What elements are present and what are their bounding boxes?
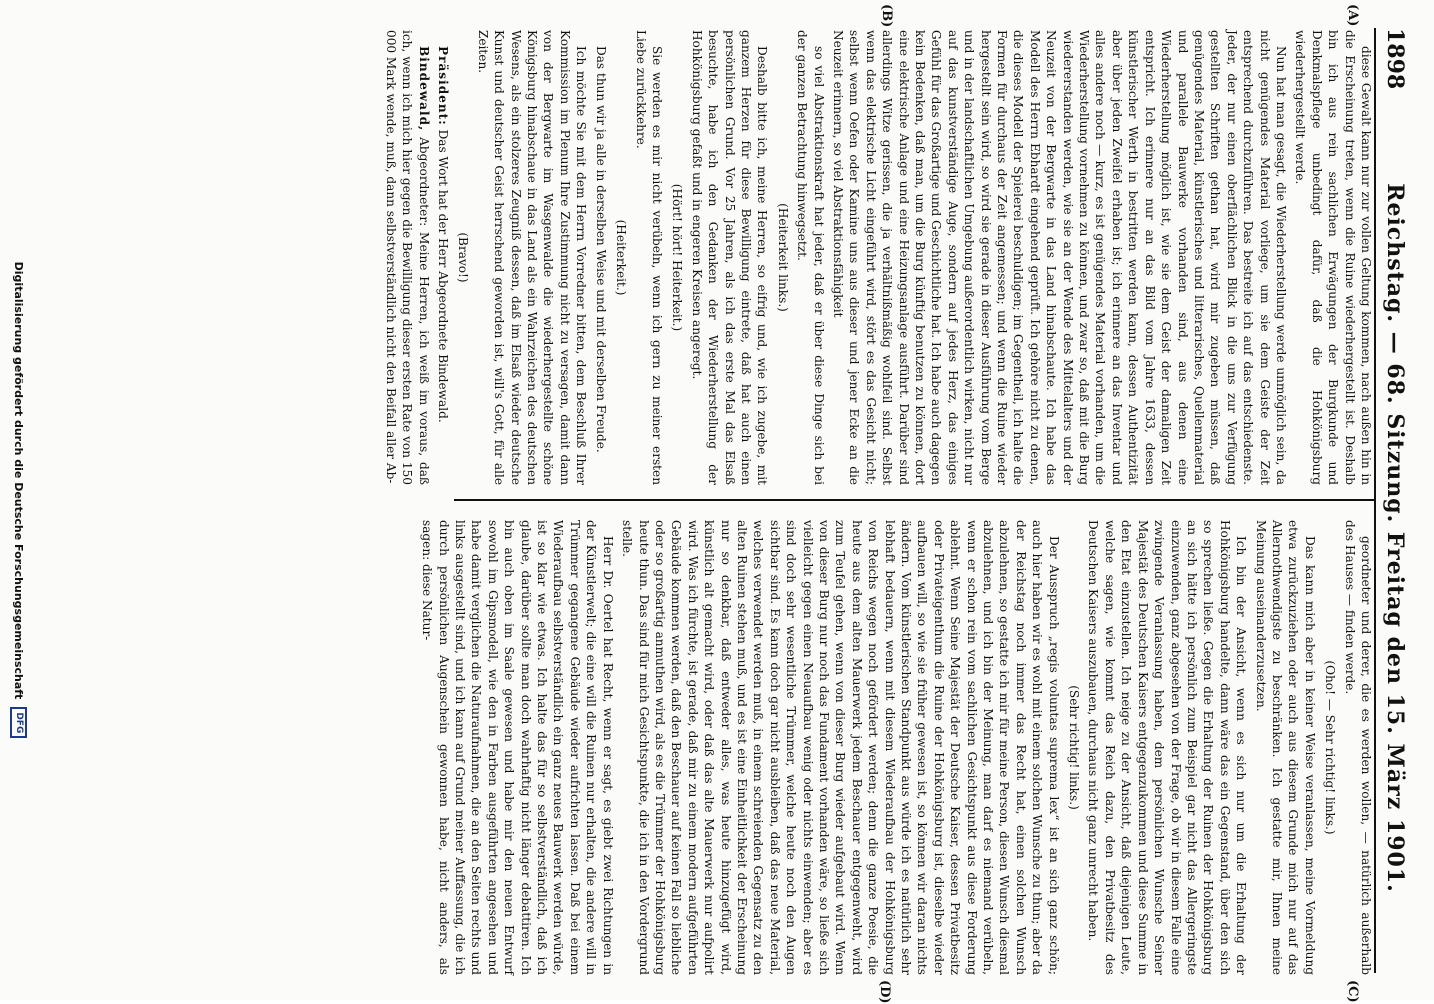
- speaker-bindewald: Bindewald,: [416, 46, 431, 132]
- dfg-logo-icon: DFG: [11, 707, 28, 738]
- margin-marker-a: (A): [1345, 4, 1360, 27]
- speaker-president: Präsident:: [436, 46, 451, 126]
- paragraph: Ich möchte Sie mit dem Herrn Vorredner bitten, dem Beschluß Ihrer Kommission im Plenum Ihre Zustimmung nicht zu versagen, damit dann von der Bergwarte im Wasgenwalde die wiederhergestellte schöne Königsburg hinabschaue in das Land als ein Wahrzeichen des deutschen Wesens, als ein stolzeres Zeugniß dessen, daß im Elsaß wieder deutsche Kunst und deutscher Geist herrschend geworden ist, will's Gott, für alle Zeiten.: [475, 30, 589, 485]
- running-title: Reichstag. — 68. Sitzung. Freitag den 15. März 1901.: [1382, 183, 1408, 893]
- paragraph: Herr Dr. Oertel hat Recht, wenn er sagt, es giebt zwei Richtungen in der Künstlerwelt; die eine will die Ruinen nur erhalten, die andere will in Trümmer gegangene Gebäude wieder aufrichten lassen. Daß bei einem Wiederaufbau selbstverständlich ein ganz neues Bauwerk werden würde, ist so klar wie etwas. Ich halte das für so selbstverständlich, daß ich glaube, darüber sollte man doch wahrhaftig nicht länger debattiren. Ich bin auch oben im Saale gewesen und habe mir den neuen Entwurf sowohl im Gipsmodell, wie den in Farben ausgeführten angesehen und habe damit verglichen die Naturaufnahmen, die an den Seiten rechts und links ausgestellt sind, und ich kann auf Grund meiner Auffassung, die ich durch persönlichen Augenschein gewonnen habe, nicht anders, als sagen: diese Natur-: [420, 520, 615, 975]
- interjection: (Heiterkeit links.): [775, 203, 790, 312]
- paragraph: Sie werden es mir nicht verübeln, wenn ich gern zu meiner ersten Liebe zurückkehre.: [633, 30, 664, 485]
- left-column: [383, 30, 1374, 485]
- paragraph: diese Gewalt kann nur zur vollen Geltung kommen, nach außen hin in die Erscheinung treten, wenn die Ruine wiederhergestellt ist. Deshalb bin ich aus rein sachlichen Erwägungen der Burgkunde und Denkmalspflege unbedingt dafür, daß die Hohkönigsburg wiederhergestellt werde.: [1293, 30, 1373, 485]
- interjection: (Hört! hört! Heiterkeit.): [670, 183, 685, 332]
- paragraph: Das kann mich aber in keiner Weise veranlassen, meine Vormeldung etwa zurückzuziehen oder auch aus diesem Grunde mich nur auf das Allernothwendigste zu beschränken. Ich gestatte mir, Ihnen meine Meinung auseinanderzusetzen.: [1253, 520, 1317, 975]
- column-rule: [454, 499, 1374, 501]
- header-rule: [1374, 28, 1376, 973]
- page-number: 1898: [1382, 28, 1408, 90]
- paragraph-text: Abgeordneter: Meine Herren, ich weiß im voraus, daß ich, wenn ich mich hier gegen die Bewilligung dieser ersten Rate von 150 000 Mark wende, muß, dann selbstverständlich nicht den Beifall aller Ab-: [383, 30, 431, 485]
- margin-marker-d: (D): [877, 980, 892, 1004]
- paragraph: Deshalb bitte ich, meine Herren, so eifrig und, wie ich zugebe, mit ganzem Herzen für diese Bewilligung eintrete, daß hat auch einen persönlichen Grund. Vor 25 Jahren, als ich das erste Mal das Elsaß besuchte, habe ich den Gedanken der Wiederherstellung der Hohkönigsburg gefaßt und in engeren Kreisen angeregt.: [689, 30, 770, 485]
- margin-marker-c: (C): [1345, 980, 1360, 1003]
- president-paragraph: [435, 30, 451, 485]
- right-column: [420, 520, 1374, 975]
- digitization-credit: [8, 0, 30, 1000]
- paragraph-text: Das Wort hat der Herr Abgeordnete Bindewald.: [436, 129, 451, 423]
- interjection: (Oho! — Sehr richtig! links.): [1323, 660, 1338, 835]
- paragraph: geordneter und derer, die es werden wollen, — natürlich außerhalb des Hauses — finden werde.: [1342, 520, 1373, 975]
- paragraph: so viel Abstraktionskraft hat jeder, daß er über diese Dinge sich bei der ganzen Betrachtung hinwegsetzt.: [795, 30, 826, 485]
- running-header: [1382, 28, 1422, 968]
- paragraph: Ich bin der Ansicht, wenn es sich nur um die Erhaltung der Hohkönigsburg handelte, dann wäre das ein Gegenstand, über den sich so sprechen ließe. Gegen die Erhaltung der Ruinen der Hohkönigsburg an sich hätte ich persönlich zum Beispiel gar nicht das Allergeringste einzuwenden, ganz abgesehen von der Frage, ob wir in diesem Falle eine zwingende Veranlassung haben, dem persönlichen Wunsche Seiner Majestät des Deutschen Kaisers entgegenzukommen und diese Summe in den Etat einzustellen. Ich neige zu der Ansicht, daß diejenigen Leute, welche sagen, wie kommt das Reich dazu, den Privatbesitz des Deutschen Kaisers auszubauen, durchaus nicht ganz unrecht haben.: [1086, 520, 1249, 975]
- interjection: (Sehr richtig! links.): [1067, 685, 1082, 810]
- bindewald-paragraph: [382, 30, 431, 485]
- paragraph: Nun hat man gesagt, die Wiederherstellung werde unmöglich sein, da nicht genügendes Material vorliege, um sie dem Geiste der Zeit entsprechend durchzuführen. Das bestreite ich auf das entschiedenste. Jeder, der nur einen oberflächlichen Blick in die uns zur Verfügung gestellten Schriften gethan hat, wird mir zugeben müssen, daß genügendes Material, künstlerisches und litterarisches, Quellenmaterial und parallele Bauwerke vorhanden sind, aus denen eine Wiederherstellung möglich ist, wie sie dem Geist der damaligen Zeit entspricht. Ich erinnere nur an das Bild vom Jahre 1633, dessen künstlerischer Werth in bestritten werden kann, dessen Authentizität aber über jeden Zweifel erhaben ist; ich erinnere an das Inventar und alles andere noch — kurz, es ist genügendes Material vorhanden, um die Wiederherstellung vornehmen zu können, und zwar so, daß mit die Burg wiedererstanden werden, wie sie an der Wende des Mittelalters und der Neuzeit von der Bergwarte in das Land hinabschaute. Ich habe das Modell des Herrn Ebhardt eingehend geprüft. Ich gehöre nicht zu denen, die dieses Modell der Spielerei beschuldigen; im Gegentheil, ich halte die Formen für durchaus der Zeit angemessen; und wenn die Ruine wieder hergestellt sein wird, so wird sie gerade in dieser Ausführung vom Berge und in der landschaftlichen Umgebung außerordentlich wirken, nicht nur auf das kunstverständige Auge, sondern auf jedes Herz, das einiges Gefühl für das Großartige und Geschichtliche hat. Ich habe auch dagegen kein Bedenken, daß man, um die Burg künftig benutzen zu können, dort eine elektrische Anlage und eine Heizungsanlage ausführt. Darüber sind allerdings Witze gerissen, die ja verhältnißmäßig wohlfeil sind. Selbst wenn das elektrische Licht eingeführt wird, stört es das Gesicht nicht; selbst wenn Oefen oder Kamine uns aus dieser und jener Ecke an die Neuzeit erinnern, so viel Abstraktionsfähigkeit: [831, 30, 1288, 485]
- paragraph: Der Ausspruch „regis voluntas suprema lex“ ist an sich ganz schön; auch hier haben wir es wohl mit einem solchen Wunsche zu thun; aber da der Reichstag noch immer das Recht hat, einen solchen Wunsch abzulehnen, so gestatte ich mir für meine Person, diesen Wunsch diesmal abzulehnen, und ich bin der Meinung, man darf es niemand verübeln, wenn er schon rein vom sachlichen Gesichtspunkt aus diese Forderung ablehnt. Wenn Seine Majestät der Deutsche Kaiser, dessen Privatbesitz oder Privateigenthum die Ruine der Hohkönigsburg ist, dieselbe wieder aufbauen will, so wie sie früher gewesen ist, so können wir daran nichts ändern. Vom künstlerischen Standpunkt aus würde ich es natürlich sehr lebhaft bedauern, wenn mit diesem Wiederaufbau der Hohkönigsburg von Reichs wegen noch gefördert werden; denn die ganze Poesie, die heute aus dem alten Mauerwerk jedem Beschauer entgegenweht, wird zum Teufel gehen, wenn von dieser Burg wieder aufgebaut wird. Wenn von dieser Burg nur noch das Fundament vorhanden wäre, so ließe sich vielleicht gegen einen Neuaufbau wenig oder nichts einwenden; aber es sind doch sehr wesentliche Trümmer, welche heute noch den Augen sichtbar sind. Es kann doch gar nicht ausbleiben, daß das neue Material, welches verwendet werden muß, in einem schreienden Gegensatz zu den alten Ruinen stehen muß, und es ist eine Einheitlichkeit der Erscheinung nur so denkbar, daß entweder alles, was heute hinzugefügt wird, künstlich alt gemacht wird, oder daß das alte Mauerwerk nur aufpolirt wird. Was ich fürchte, ist gerade, daß mir zu einem modern aufgeführten Gebäude kommen werden, daß den Beschauer auf keinen Fall so liebliche oder so großartig anmuthen wird, als es die Trümmer der Hohkönigsburg heute thun. Das sind für mich Gesichtspunkte, die ich in den Vordergrund stelle.: [620, 520, 1061, 975]
- paragraph: Das thun wir ja alle in derselben Weise und mit derselben Freude.: [593, 46, 608, 453]
- interjection: (Heiterkeit.): [614, 219, 629, 296]
- margin-marker-b: (B): [879, 4, 894, 28]
- interjection: (Bravo!): [456, 232, 471, 283]
- credit-text: Digitalisierung gefördert durch die Deutsche Forschungsgemeinschaft: [12, 261, 26, 700]
